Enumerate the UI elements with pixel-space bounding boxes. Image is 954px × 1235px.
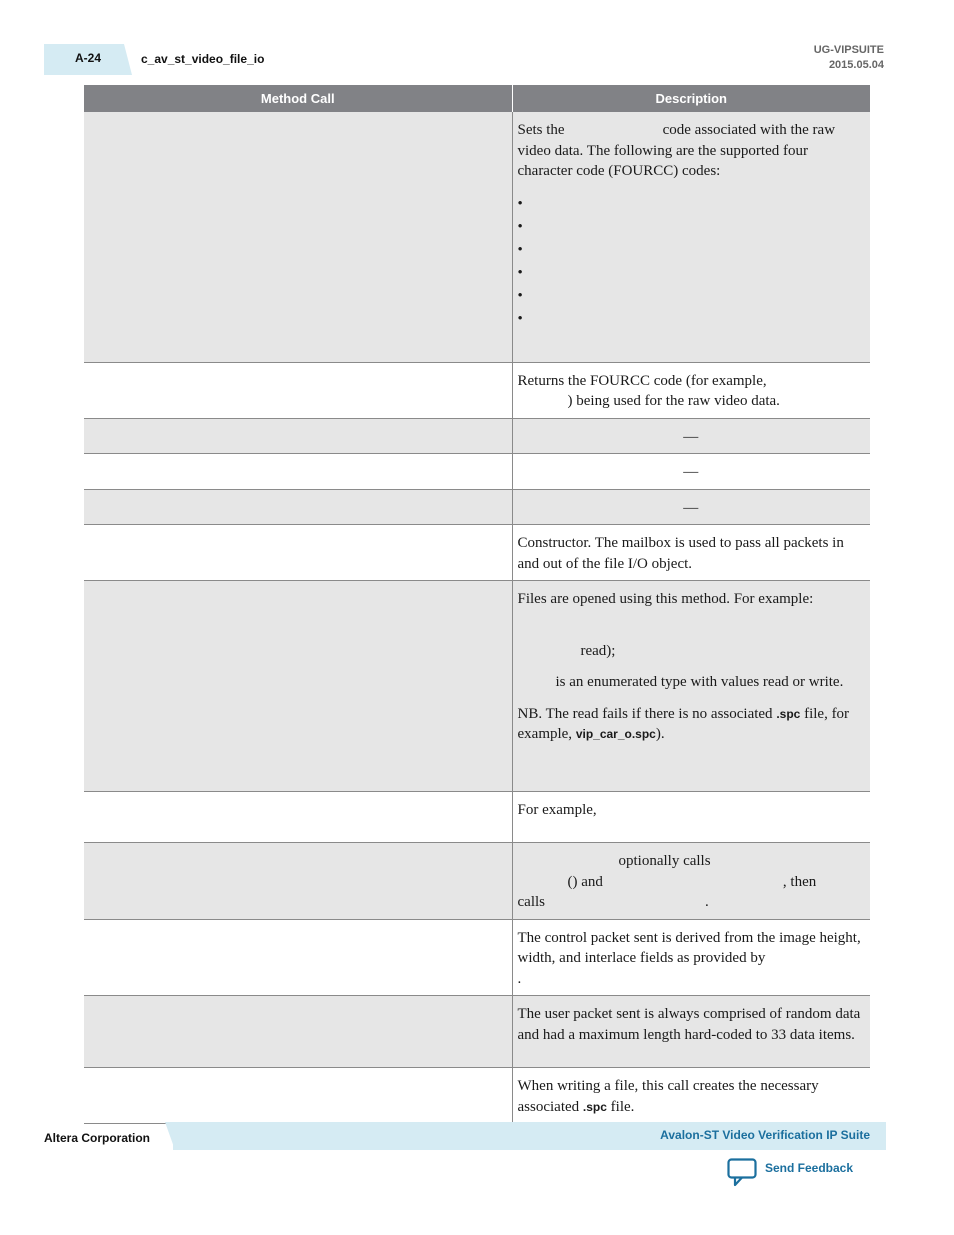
- file-name-code: vip_car_o.spc: [575, 727, 656, 741]
- table-row: [84, 112, 870, 362]
- document-id: [814, 43, 884, 73]
- section-title: c_av_st_video_file_io: [141, 52, 265, 66]
- method-cell: [84, 581, 512, 792]
- method-cell: [84, 362, 512, 418]
- table-row: [84, 919, 870, 996]
- doc-id-code: UG-VIPSUITE: [813, 44, 884, 56]
- desc-text: calls: [517, 894, 545, 910]
- file-extension-code: .spc: [582, 1099, 607, 1114]
- method-cell: [84, 525, 512, 581]
- desc-text: ) being used for the raw video data.: [567, 393, 780, 409]
- list-item: [518, 308, 865, 331]
- list-item: [518, 239, 865, 262]
- description-cell: The user packet sent is always comprised of random data and had a maximum length hard-coded to 33 data items.: [512, 996, 870, 1068]
- desc-text: file, for example,: [517, 705, 850, 742]
- page-number: A-24: [74, 51, 101, 65]
- page-number-tab: [44, 44, 132, 75]
- table-row: [84, 454, 870, 490]
- description-cell: Constructor. The mailbox is used to pass all packets in and out of the file I/O object.: [512, 525, 870, 581]
- table-row: [84, 489, 870, 525]
- footer-book-title[interactable]: Avalon-ST Video Verification IP Suite: [660, 1128, 870, 1142]
- method-table: [84, 85, 870, 1124]
- description-cell: [512, 418, 870, 454]
- desc-text: ).: [655, 726, 665, 742]
- list-item: [518, 285, 865, 308]
- desc-paragraph: Files are opened using this method. For example:: [517, 591, 814, 607]
- method-cell: [84, 996, 512, 1068]
- desc-text: NB. The read fails if there is no associated: [517, 705, 773, 722]
- desc-text: .: [517, 970, 522, 987]
- table-row: [84, 525, 870, 581]
- description-cell: [512, 454, 870, 490]
- desc-text: is an enumerated type with values read or write.: [555, 674, 844, 690]
- method-cell: [84, 843, 512, 920]
- table-row: [84, 1068, 870, 1124]
- desc-text: optionally calls: [618, 853, 711, 869]
- table-row: [84, 843, 870, 920]
- desc-text: The control packet sent is derived from the image height, width, and interlace fields as provided by: [517, 929, 861, 966]
- table-row: [84, 362, 870, 418]
- doc-date: 2015.05.04: [828, 59, 884, 71]
- description-cell: [512, 581, 870, 792]
- column-header-description: Description: [512, 85, 870, 112]
- desc-text: , then: [782, 873, 817, 890]
- file-extension-code: .spc: [776, 706, 801, 721]
- desc-text: When writing a file, this call creates the necessary associated: [517, 1078, 819, 1115]
- description-cell: [512, 919, 870, 996]
- list-item: [518, 262, 865, 285]
- description-cell: [512, 362, 870, 418]
- method-cell: [84, 418, 512, 454]
- desc-text: Sets the: [517, 122, 565, 138]
- fourcc-list: [518, 193, 865, 331]
- method-cell: [84, 919, 512, 996]
- send-feedback-label: Send Feedback: [765, 1161, 854, 1175]
- footer-company: Altera Corporation: [44, 1131, 151, 1145]
- description-cell: [512, 489, 870, 525]
- table-row: [84, 996, 870, 1068]
- list-item: [518, 193, 865, 216]
- desc-text: () and: [567, 873, 603, 890]
- method-cell: [84, 489, 512, 525]
- desc-text: read);: [580, 642, 616, 659]
- description-cell: [512, 1068, 870, 1124]
- method-cell: [84, 1068, 512, 1124]
- empty-dash: —: [683, 464, 699, 480]
- desc-text: code associated with the raw video data. The following are the supported four character code (FOURCC) codes:: [517, 122, 836, 179]
- empty-dash: —: [683, 499, 699, 516]
- list-item: [518, 216, 865, 239]
- desc-text: Returns the FOURCC code (for example,: [517, 372, 767, 389]
- column-header-method: Method Call: [84, 85, 512, 112]
- table-row: [84, 792, 870, 843]
- table-row: [84, 581, 870, 792]
- description-cell: [512, 112, 870, 362]
- method-cell: [84, 112, 512, 362]
- speech-bubble-icon: [727, 1158, 759, 1188]
- table-row: [84, 418, 870, 454]
- desc-text: file.: [610, 1098, 635, 1115]
- description-cell: [512, 843, 870, 920]
- empty-dash: —: [683, 428, 699, 445]
- description-cell: For example,: [512, 792, 870, 843]
- desc-text: .: [705, 894, 709, 910]
- method-cell: [84, 792, 512, 843]
- table-header-row: [84, 85, 870, 112]
- method-cell: [84, 454, 512, 490]
